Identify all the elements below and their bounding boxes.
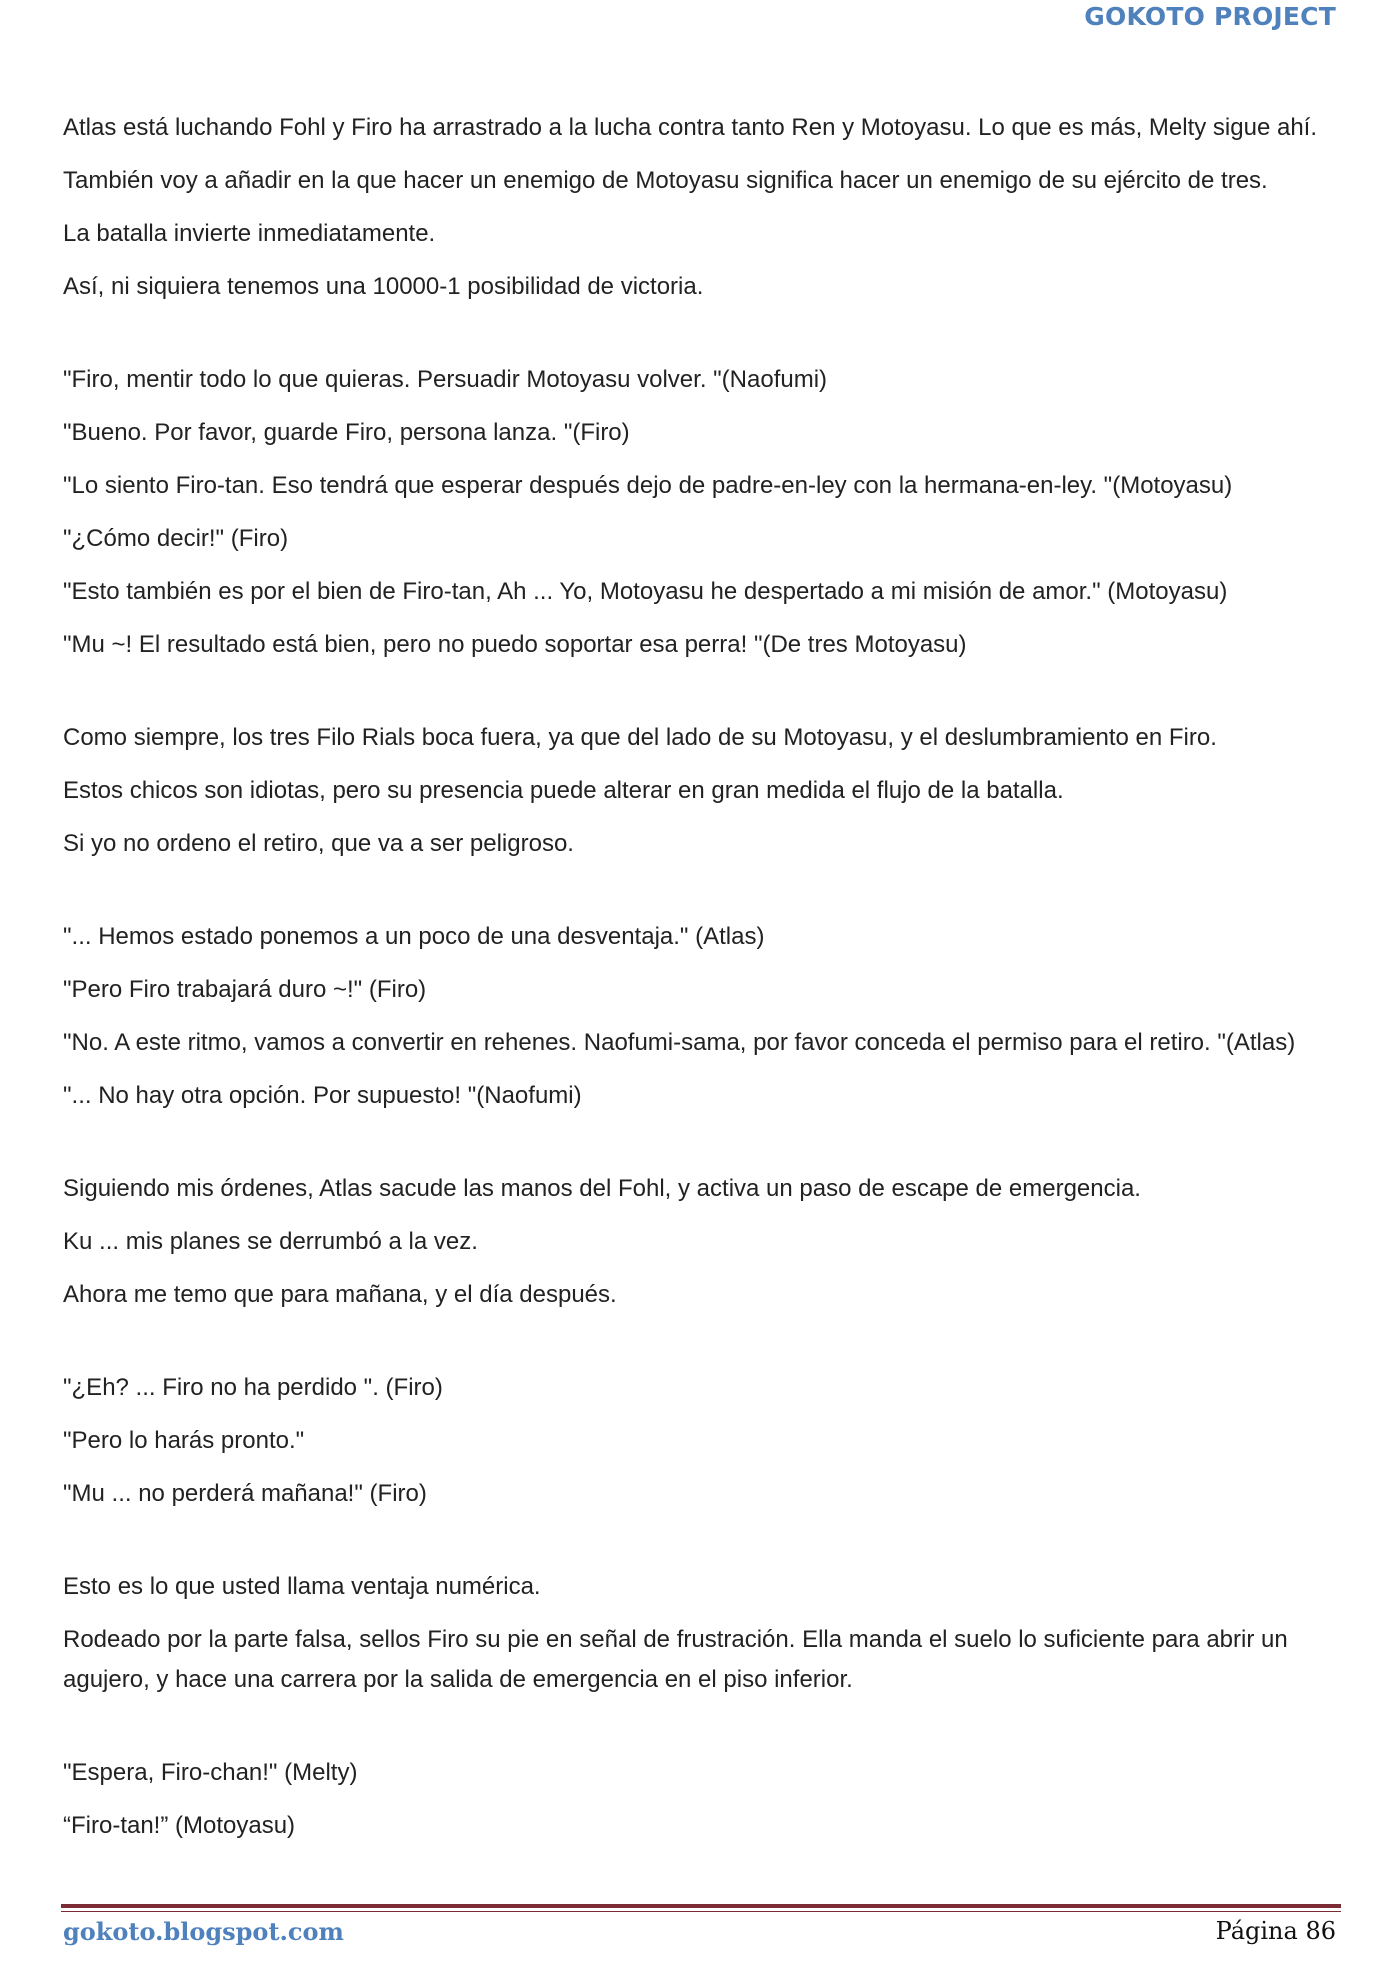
paragraph: "... No hay otra opción. Por supuesto! "(Naofumi) [63, 1082, 582, 1109]
paragraph: "¿Eh? ... Firo no ha perdido ". (Firo) [63, 1374, 443, 1401]
footer-divider [61, 1904, 1341, 1912]
paragraph-gap [63, 1527, 1353, 1567]
paragraph: "Pero Firo trabajará duro ~!" (Firo) [63, 976, 427, 1003]
paragraph-gap [63, 1713, 1353, 1753]
footer-divider-thin [61, 1911, 1341, 1912]
header-title: GOKOTO PROJECT [1084, 2, 1336, 31]
paragraph: "Bueno. Por favor, guarde Firo, persona lanza. "(Firo) [63, 419, 630, 446]
paragraph: Rodeado por la parte falsa, sellos Firo su pie en señal de frustración. Ella manda el suelo lo suficiente para abrir un agujero, y hace una carrera por la salida de emergencia en el piso inferior. [63, 1626, 1295, 1693]
paragraph: La batalla invierte inmediatamente. [63, 220, 436, 247]
paragraph: Esto es lo que usted llama ventaja numérica. [63, 1573, 541, 1600]
paragraph-gap [63, 1328, 1353, 1368]
paragraph: "Mu ... no perderá mañana!" (Firo) [63, 1480, 427, 1507]
paragraph-gap [63, 877, 1353, 917]
paragraph: "Lo siento Firo-tan. Eso tendrá que esperar después dejo de padre-en-ley con la hermana-en-ley. "(Motoyasu) [63, 472, 1233, 499]
paragraph: "Pero lo harás pronto." [63, 1427, 305, 1454]
paragraph: "No. A este ritmo, vamos a convertir en rehenes. Naofumi-sama, por favor conceda el permiso para el retiro. "(Atlas) [63, 1029, 1296, 1056]
paragraph: Ku ... mis planes se derrumbó a la vez. [63, 1228, 478, 1255]
paragraph: “Firo-tan!” (Motoyasu) [63, 1812, 296, 1839]
paragraph: Estos chicos son idiotas, pero su presencia puede alterar en gran medida el flujo de la batalla. [63, 777, 1064, 804]
paragraph: "Espera, Firo-chan!" (Melty) [63, 1759, 358, 1786]
paragraph: "Mu ~! El resultado está bien, pero no puedo soportar esa perra! "(De tres Motoyasu) [63, 631, 967, 658]
document-body [63, 108, 1353, 1859]
page-number: Página 86 [1215, 1917, 1336, 1945]
paragraph-gap [63, 320, 1353, 360]
paragraph-gap [63, 678, 1353, 718]
paragraph: Como siempre, los tres Filo Rials boca fuera, ya que del lado de su Motoyasu, y el deslumbramiento en Firo. [63, 724, 1217, 751]
paragraph: Así, ni siquiera tenemos una 10000-1 posibilidad de victoria. [63, 273, 704, 300]
paragraph: Si yo no ordeno el retiro, que va a ser peligroso. [63, 830, 574, 857]
footer-site-link[interactable]: gokoto.blogspot.com [63, 1917, 344, 1946]
paragraph: "... Hemos estado ponemos a un poco de una desventaja." (Atlas) [63, 923, 765, 950]
paragraph: "Firo, mentir todo lo que quieras. Persuadir Motoyasu volver. "(Naofumi) [63, 366, 828, 393]
paragraph: También voy a añadir en la que hacer un enemigo de Motoyasu significa hacer un enemigo de su ejército de tres. [63, 167, 1268, 194]
footer-divider-thick [61, 1904, 1341, 1908]
paragraph: Siguiendo mis órdenes, Atlas sacude las manos del Fohl, y activa un paso de escape de emergencia. [63, 1175, 1141, 1202]
paragraph: Ahora me temo que para mañana, y el día después. [63, 1281, 617, 1308]
paragraph-gap [63, 1129, 1353, 1169]
paragraph: Atlas está luchando Fohl y Firo ha arrastrado a la lucha contra tanto Ren y Motoyasu. Lo que es más, Melty sigue ahí. [63, 114, 1317, 141]
paragraph: "¿Cómo decir!" (Firo) [63, 525, 289, 552]
paragraph: "Esto también es por el bien de Firo-tan, Ah ... Yo, Motoyasu he despertado a mi misión de amor." (Motoyasu) [63, 578, 1228, 605]
